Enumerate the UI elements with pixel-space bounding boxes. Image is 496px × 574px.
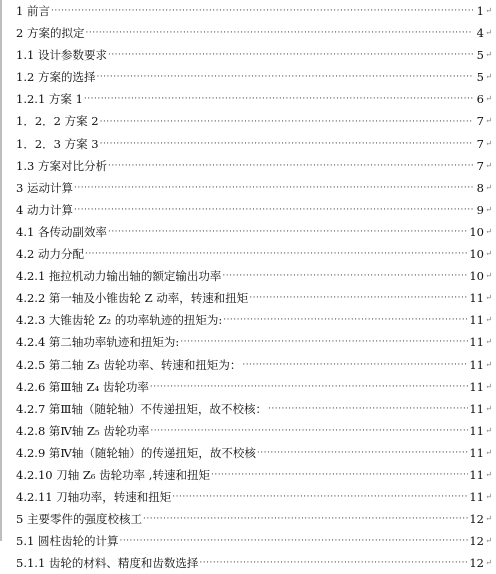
toc-entry-title: 4.2.7 第Ⅲ轴（随轮轴）不传递扭矩，故不校核： bbox=[16, 401, 268, 416]
paragraph-mark-icon: ↵ bbox=[485, 359, 492, 369]
toc-entry-page: 5 bbox=[476, 70, 484, 85]
toc-entry-page: 11 bbox=[469, 357, 484, 372]
toc-entry-page: 7 bbox=[476, 158, 484, 173]
toc-entry-page: 11 bbox=[469, 490, 484, 505]
toc-entry[interactable] bbox=[16, 199, 492, 221]
toc-entry-page: 7 bbox=[476, 114, 484, 129]
toc-entry[interactable] bbox=[16, 376, 492, 398]
paragraph-mark-icon: ↵ bbox=[485, 381, 492, 391]
toc-entry[interactable] bbox=[16, 155, 492, 177]
toc-entry[interactable] bbox=[16, 22, 492, 44]
dot-leader bbox=[119, 530, 468, 552]
toc-entry[interactable] bbox=[16, 88, 492, 110]
paragraph-mark-icon: ↵ bbox=[485, 72, 492, 82]
dot-leader bbox=[172, 486, 468, 508]
toc-entry-page: 7 bbox=[476, 136, 484, 151]
toc-entry-title: 4.2.3 大锥齿轮 Z₂ 的功率轨迹的扭矩为: bbox=[16, 313, 223, 328]
toc-entry-title: 4.2.5 第二轴 Z₃ 齿轮功率、转速和扭矩为： bbox=[16, 357, 242, 372]
toc-entry[interactable] bbox=[16, 287, 492, 309]
toc-entry[interactable] bbox=[16, 508, 492, 530]
paragraph-mark-icon: ↵ bbox=[485, 315, 492, 325]
toc-entry-title: 1.1 设计参数要求 bbox=[16, 48, 107, 63]
toc-entry[interactable] bbox=[16, 442, 492, 464]
toc-entry-title: 1 前言 bbox=[16, 4, 50, 18]
toc-entry[interactable] bbox=[16, 110, 492, 132]
toc-entry-title: 1.2.1 方案 1 bbox=[16, 92, 83, 107]
paragraph-mark-icon: ↵ bbox=[485, 160, 492, 170]
paragraph-mark-icon: ↵ bbox=[485, 536, 492, 546]
toc-entry-page: 11 bbox=[469, 291, 484, 306]
table-of-contents bbox=[16, 0, 492, 574]
toc-entry-title: 1．2．3 方案 3 bbox=[16, 136, 99, 151]
toc-entry-title: 4.2.9 第Ⅳ轴（随轮轴）的传递扭矩，故不校核 bbox=[16, 445, 256, 460]
paragraph-mark-icon: ↵ bbox=[485, 28, 492, 38]
toc-entry[interactable] bbox=[16, 354, 492, 376]
dot-leader bbox=[143, 508, 468, 530]
toc-entry-title: 5.1.1 齿轮的材料、精度和齿数选择 bbox=[16, 556, 199, 571]
dot-leader bbox=[108, 155, 473, 177]
dot-leader bbox=[74, 177, 473, 199]
toc-entry-title: 4.2.8 第Ⅳ轴 Z₅ 齿轮功率 bbox=[16, 423, 150, 438]
paragraph-mark-icon: ↵ bbox=[485, 271, 492, 281]
toc-entry-page: 11 bbox=[469, 379, 484, 394]
paragraph-mark-icon: ↵ bbox=[485, 204, 492, 214]
toc-entry[interactable] bbox=[16, 133, 492, 155]
dot-leader bbox=[150, 376, 468, 398]
paragraph-mark-icon: ↵ bbox=[485, 50, 492, 60]
dot-leader bbox=[223, 309, 468, 331]
toc-entry[interactable] bbox=[16, 44, 492, 66]
dot-leader bbox=[180, 331, 468, 353]
paragraph-mark-icon: ↵ bbox=[485, 182, 492, 192]
toc-entry-title: 2 方案的拟定 bbox=[16, 26, 85, 41]
paragraph-mark-icon: ↵ bbox=[485, 558, 492, 568]
toc-entry[interactable] bbox=[16, 464, 492, 486]
toc-entry-page: 10 bbox=[469, 269, 484, 284]
toc-entry-page: 11 bbox=[469, 423, 484, 438]
dot-leader bbox=[84, 88, 473, 110]
toc-entry-page: 10 bbox=[469, 224, 484, 239]
toc-entry-title: 4.2.10 刀轴 Z₆ 齿轮功率 ,转速和扭矩 bbox=[16, 467, 210, 482]
paragraph-mark-icon: ↵ bbox=[485, 337, 492, 347]
paragraph-mark-icon: ↵ bbox=[485, 492, 492, 502]
toc-entry[interactable] bbox=[16, 486, 492, 508]
paragraph-mark-icon: ↵ bbox=[485, 226, 492, 236]
toc-entry-title: 4.2.11 刀轴功率，转速和扭矩 bbox=[16, 490, 172, 505]
paragraph-mark-icon: ↵ bbox=[485, 116, 492, 126]
dot-leader bbox=[108, 44, 473, 66]
dot-leader bbox=[108, 221, 468, 243]
toc-entry-page: 6 bbox=[476, 92, 484, 107]
paragraph-mark-icon: ↵ bbox=[485, 514, 492, 524]
toc-entry-page: 11 bbox=[469, 335, 484, 350]
paragraph-mark-icon: ↵ bbox=[485, 293, 492, 303]
paragraph-mark-icon: ↵ bbox=[485, 6, 492, 15]
toc-entry[interactable] bbox=[16, 221, 492, 243]
toc-entry-page: 1 bbox=[476, 4, 484, 18]
toc-entry-page: 11 bbox=[469, 401, 484, 416]
toc-entry-title: 4.2.1 拖拉机动力输出轴的额定输出功率 bbox=[16, 269, 222, 284]
toc-entry[interactable] bbox=[16, 420, 492, 442]
toc-entry-title: 4.2.4 第二轴功率轨迹和扭矩为: bbox=[16, 335, 180, 350]
toc-entry-page: 11 bbox=[469, 467, 484, 482]
dot-leader bbox=[85, 22, 473, 44]
dot-leader bbox=[85, 243, 468, 265]
toc-entry-title: 1．2．2 方案 2 bbox=[16, 114, 99, 129]
paragraph-mark-icon: ↵ bbox=[485, 469, 492, 479]
dot-leader bbox=[242, 354, 468, 376]
toc-entry[interactable] bbox=[16, 398, 492, 420]
toc-entry-page: 12 bbox=[469, 556, 484, 571]
toc-entry-title: 5.1 圆柱齿轮的计算 bbox=[16, 534, 119, 549]
toc-entry-page: 4 bbox=[476, 26, 484, 41]
dot-leader bbox=[199, 552, 468, 574]
toc-entry[interactable] bbox=[16, 309, 492, 331]
dot-leader bbox=[51, 0, 473, 22]
toc-entry-page: 12 bbox=[469, 534, 484, 549]
toc-entry[interactable] bbox=[16, 265, 492, 287]
toc-entry-title: 1.2 方案的选择 bbox=[16, 70, 96, 85]
toc-entry-title: 3 运动计算 bbox=[16, 180, 73, 195]
dot-leader bbox=[74, 199, 473, 221]
paragraph-mark-icon: ↵ bbox=[485, 425, 492, 435]
toc-entry-page: 9 bbox=[476, 202, 484, 217]
paragraph-mark-icon: ↵ bbox=[485, 403, 492, 413]
toc-entry[interactable] bbox=[16, 243, 492, 265]
paragraph-mark-icon: ↵ bbox=[485, 447, 492, 457]
toc-entry-page: 12 bbox=[469, 512, 484, 527]
toc-entry-page: 11 bbox=[469, 313, 484, 328]
toc-entry-title: 4.2.2 第一轴及小锥齿轮 Z 动率，转速和扭矩 bbox=[16, 291, 249, 306]
paragraph-mark-icon: ↵ bbox=[485, 249, 492, 259]
dot-leader bbox=[100, 111, 473, 133]
page-left-edge bbox=[0, 0, 2, 541]
dot-leader bbox=[96, 66, 473, 88]
dot-leader bbox=[150, 420, 468, 442]
toc-entry-page: 5 bbox=[476, 48, 484, 63]
toc-entry-title: 4.2 动力分配 bbox=[16, 247, 84, 262]
toc-entry[interactable] bbox=[16, 331, 492, 353]
toc-entry-page: 10 bbox=[469, 247, 484, 262]
toc-entry-title: 5 主要零件的强度校核工 bbox=[16, 512, 142, 527]
toc-entry[interactable] bbox=[16, 0, 492, 22]
toc-entry[interactable] bbox=[16, 552, 492, 574]
toc-entry[interactable] bbox=[16, 177, 492, 199]
toc-entry-title: 4.1 各传动副效率 bbox=[16, 224, 107, 239]
dot-leader bbox=[222, 265, 468, 287]
dot-leader bbox=[249, 287, 468, 309]
toc-entry-page: 11 bbox=[469, 445, 484, 460]
paragraph-mark-icon: ↵ bbox=[485, 138, 492, 148]
dot-leader bbox=[268, 398, 468, 420]
dot-leader bbox=[211, 464, 468, 486]
dot-leader bbox=[100, 133, 473, 155]
paragraph-mark-icon: ↵ bbox=[485, 94, 492, 104]
toc-entry[interactable] bbox=[16, 530, 492, 552]
toc-entry-page: 8 bbox=[476, 180, 484, 195]
toc-entry-title: 1.3 方案对比分析 bbox=[16, 158, 107, 173]
dot-leader bbox=[257, 442, 468, 464]
toc-entry-title: 4.2.6 第Ⅲ轴 Z₄ 齿轮功率 bbox=[16, 379, 149, 394]
toc-entry[interactable] bbox=[16, 66, 492, 88]
toc-entry-title: 4 动力计算 bbox=[16, 202, 73, 217]
